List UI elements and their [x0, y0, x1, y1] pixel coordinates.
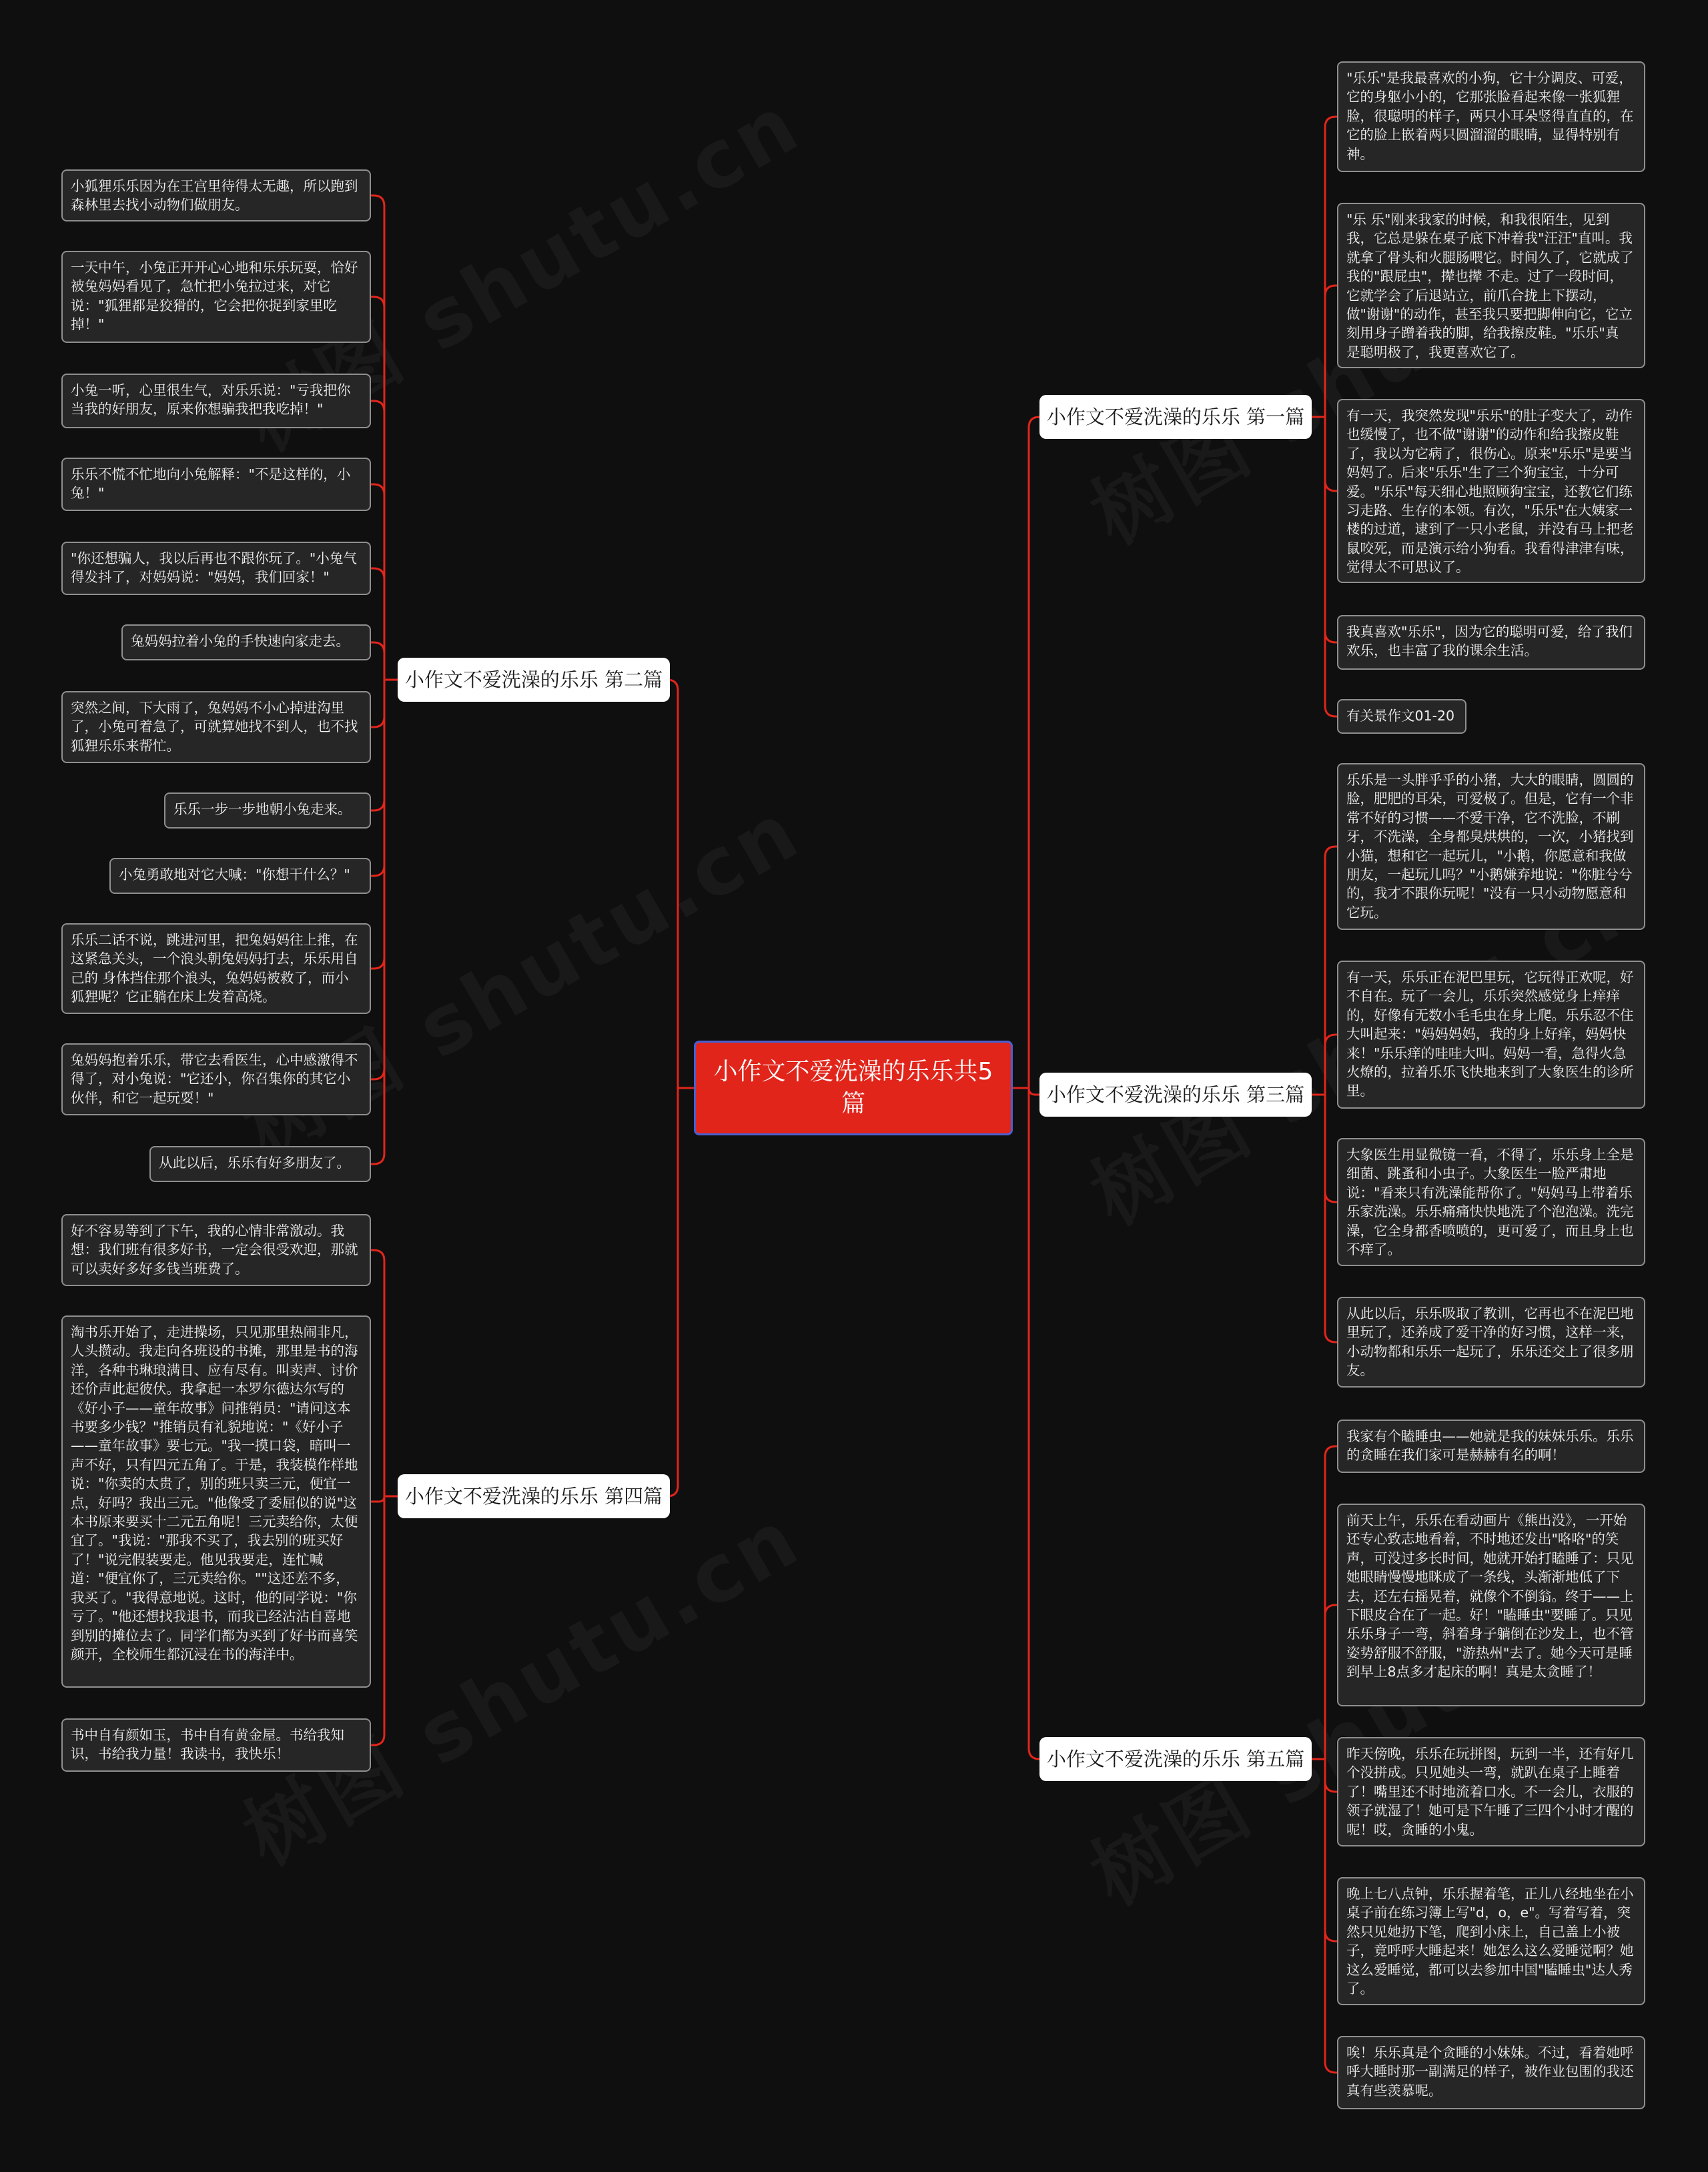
branch-topic-2[interactable]: 小作文不爱洗澡的乐乐 第二篇 — [398, 658, 670, 702]
branch-leaf-connector — [1312, 1759, 1337, 2073]
leaf-note[interactable]: 乐乐不慌不忙地向小兔解释："不是这样的，小兔！" — [61, 458, 371, 511]
leaf-note[interactable]: 昨天傍晚，乐乐在玩拼图，玩到一半，还有好几个没拼成。只见她头一弯，就趴在桌子上睡着了！嘴里还不时地流着口水。不一会儿，衣服的领子就湿了！她可是下午睡了三四个小时才醒的呢！哎，贪睡的小鬼。 — [1337, 1737, 1645, 1846]
branch-topic-3[interactable]: 小作文不爱洗澡的乐乐 第三篇 — [1039, 1073, 1312, 1117]
root-branch-connector — [1013, 417, 1039, 1088]
leaf-note[interactable]: 前天上午，乐乐在看动画片《熊出没》，一开始还专心致志地看着，不时地还发出"咯咯"的笑声，可没过多长时间，她就开始打瞌睡了：只见她眼睛慢慢地眯成了一条线，头渐渐地低了下去，还左右摇晃着，就像个不倒翁。终于——上下眼皮合在了一起。好！"瞌睡虫"要睡了。只见乐乐身子一弯，斜着身子躺倒在沙发上，也不管姿势舒服不舒服，"游热州"去了。她今天可是睡到早上8点多才起床的啊！真是太贪睡了！ — [1337, 1504, 1645, 1706]
leaf-note[interactable]: 乐乐一步一步地朝小兔走来。 — [164, 792, 371, 829]
branch-leaf-connector — [1312, 1095, 1337, 1342]
leaf-note[interactable]: 乐乐二话不说，跳进河里，把兔妈妈往上推，在这紧急关头，一个浪头朝兔妈妈打去，乐乐用自己的 身体挡住那个浪头，兔妈妈被救了，而小狐狸呢？它正躺在床上发着高烧。 — [61, 923, 371, 1014]
branch-leaf-connector — [371, 1250, 398, 1496]
leaf-note[interactable]: 淘书乐开始了，走进操场，只见那里热闹非凡，人头攒动。我走向各班设的书摊，那里是书的海洋，各种书琳琅满目、应有尽有。叫卖声、讨价还价声此起彼伏。我拿起一本罗尔德达尔写的《好小子——童年故事》问推销员："请问这本书要多少钱？"推销员有礼貌地说："《好小子——童年故事》要七元。"我一摸口袋，暗叫一声不好，只有四元五角了。于是，我装模作样地说："你卖的太贵了，别的班只卖三元，便宜一点，好吗？我出三元。"他像受了委屈似的说"这本书原来要买十二元五角呢！三元卖给你，太便宜了。"我说："那我不买了，我去别的班买好了！"说完假装要走。他见我要走，连忙喊道："便宜你了，三元卖给你。""这还差不多，我买了。"我得意地说。这时，他的同学说："你亏了。"他还想找我退书，而我已经沾沾自喜地到别的摊位去了。同学们都为买到了好书而喜笑颜开，全校师生都沉浸在书的海洋中。 — [61, 1315, 371, 1688]
leaf-note[interactable]: 从此以后，乐乐有好多朋友了。 — [149, 1146, 371, 1182]
leaf-note[interactable]: 好不容易等到了下午，我的心情非常激动。我想：我们班有很多好书，一定会很受欢迎，那就可以卖好多好多钱当班费了。 — [61, 1214, 371, 1286]
leaf-note[interactable]: 我真喜欢"乐乐"，因为它的聪明可爱，给了我们欢乐，也丰富了我的课余生活。 — [1337, 615, 1645, 670]
leaf-note[interactable]: 小狐狸乐乐因为在王宫里待得太无趣，所以跑到森林里去找小动物们做朋友。 — [61, 169, 371, 221]
leaf-note[interactable]: 小兔一听，心里很生气，对乐乐说："亏我把你当我的好朋友，原来你想骗我把我吃掉！" — [61, 374, 371, 428]
branch-topic-5[interactable]: 小作文不爱洗澡的乐乐 第五篇 — [1039, 1737, 1312, 1781]
branch-leaf-connector — [1312, 286, 1337, 417]
leaf-note[interactable]: 有关景作文01-20 — [1337, 699, 1466, 734]
leaf-note[interactable]: "乐乐"是我最喜欢的小狗，它十分调皮、可爱，它的身躯小小的，它那张脸看起来像一张狐狸脸，很聪明的样子，两只小耳朵竖得直直的，在它的脸上嵌着两只圆溜溜的眼睛，显得特别有神。 — [1337, 61, 1645, 172]
branch-leaf-connector — [1312, 1605, 1337, 1759]
leaf-note[interactable]: "乐 乐"刚来我家的时候，和我很陌生，见到我，它总是躲在桌子底下冲着我"汪汪"直叫。我就拿了骨头和火腿肠喂它。时间久了，它就成了我的"跟屁虫"，撵也撵 不走。过了一段时间，它就学会了后退站立，前爪合拢上下摆动，做"谢谢"的动作，甚至我只要把脚伸向它，它立刻用身子蹭着我的脚，给我擦皮鞋。"乐乐"真 是聪明极了，我更喜欢它了。 — [1337, 203, 1645, 368]
leaf-note[interactable]: 我家有个瞌睡虫——她就是我的妹妹乐乐。乐乐的贪睡在我们家可是赫赫有名的啊！ — [1337, 1420, 1645, 1473]
branch-leaf-connector — [371, 1496, 398, 1745]
branch-leaf-connector — [1312, 417, 1337, 716]
branch-topic-4[interactable]: 小作文不爱洗澡的乐乐 第四篇 — [398, 1474, 670, 1518]
branch-leaf-connector — [371, 680, 398, 1164]
leaf-note[interactable]: 大象医生用显微镜一看，不得了，乐乐身上全是细菌、跳蚤和小虫子。大象医生一脸严肃地说："看来只有洗澡能帮你了。"妈妈马上带着乐乐家洗澡。乐乐痛痛快快地洗了个泡泡澡。洗完澡，它全身都香喷喷的，更可爱了，而且身上也不痒了。 — [1337, 1138, 1645, 1266]
leaf-note[interactable]: 兔妈妈抱着乐乐，带它去看医生，心中感激得不得了，对小兔说："它还小，你召集你的其它小伙伴，和它一起玩耍！" — [61, 1043, 371, 1115]
branch-leaf-connector — [1312, 1035, 1337, 1095]
root-branch-connector — [1013, 1088, 1039, 1759]
leaf-note[interactable]: 一天中午，小兔正开开心心地和乐乐玩耍，恰好被兔妈妈看见了，急忙把小兔拉过来，对它说："狐狸都是狡猾的，它会把你捉到家里吃掉！" — [61, 251, 371, 343]
leaf-note[interactable]: 书中自有颜如玉，书中自有黄金屋。书给我知识，书给我力量！我读书，我快乐！ — [61, 1718, 371, 1772]
leaf-note[interactable]: 唉！乐乐真是个贪睡的小妹妹。不过，看着她呼呼大睡时那一副满足的样子，被作业包围的我还真有些羡慕呢。 — [1337, 2036, 1645, 2109]
leaf-note[interactable]: 突然之间，下大雨了，兔妈妈不小心掉进沟里了，小兔可着急了，可就算她找不到人，也不找狐狸乐乐来帮忙。 — [61, 691, 371, 763]
branch-topic-1[interactable]: 小作文不爱洗澡的乐乐 第一篇 — [1039, 395, 1312, 439]
root-branch-connector — [667, 680, 694, 1088]
leaf-note[interactable]: 有一天，乐乐正在泥巴里玩，它玩得正欢呢，好不自在。玩了一会儿，乐乐突然感觉身上痒痒的，好像有无数小毛毛虫在身上爬。乐乐忍不住大叫起来："妈妈妈妈，我的身上好痒，妈妈快来！"乐乐痒的哇哇大叫。妈妈一看，急得火急火燎的，拉着乐乐飞快地来到了大象医生的诊所里。 — [1337, 961, 1645, 1109]
leaf-note[interactable]: 乐乐是一头胖乎乎的小猪，大大的眼睛，圆圆的脸，肥肥的耳朵，可爱极了。但是，它有一个非常不好的习惯——不爱干净，它不洗脸，不刷牙，不洗澡，全身都臭烘烘的，一次，小猪找到小猫，想和它一起玩儿，"小鹅，你愿意和我做朋友，一起玩儿吗？"小鹅嫌弃地说："你脏兮兮的，我才不跟你玩呢！"没有一只小动物愿意和它玩。 — [1337, 763, 1645, 930]
leaf-note[interactable]: 晚上七八点钟，乐乐握着笔，正儿八经地坐在小桌子前在练习簿上写"d，o，e"。写着写着，突然只见她扔下笔，爬到小床上，自己盖上小被子，竟呼呼大睡起来！她怎么这么爱睡觉啊？她这么爱睡觉，都可以去参加中国"瞌睡虫"达人秀了。 — [1337, 1877, 1645, 2005]
leaf-note[interactable]: 兔妈妈拉着小兔的手快速向家走去。 — [121, 624, 371, 660]
branch-leaf-connector — [371, 642, 398, 680]
leaf-note[interactable]: 小兔勇敢地对它大喊："你想干什么？" — [109, 858, 371, 894]
root-topic[interactable]: 小作文不爱洗澡的乐乐共5篇 — [694, 1041, 1013, 1135]
leaf-note[interactable]: "你还想骗人，我以后再也不跟你玩了。"小兔气得发抖了，对妈妈说："妈妈，我们回家！" — [61, 542, 371, 595]
root-branch-connector — [667, 1088, 694, 1496]
leaf-note[interactable]: 有一天，我突然发现"乐乐"的肚子变大了，动作也缓慢了，也不做"谢谢"的动作和给我擦皮鞋了，我以为它病了，很伤心。原来"乐乐"是要当妈妈了。后来"乐乐"生了三个狗宝宝，十分可爱。"乐乐"每天细心地照顾狗宝宝，还教它们练习走路、生存的本领。有次，"乐乐"在大姨家一楼的过道，逮到了一只小老鼠，并没有马上把老鼠咬死，而是演示给小狗看。我看得津津有味，觉得太不可思议了。 — [1337, 399, 1645, 583]
leaf-note[interactable]: 从此以后，乐乐吸取了教训，它再也不在泥巴地里玩了，还养成了爱干净的好习惯，这样一来，小动物都和乐乐一起玩了，乐乐还交上了很多朋友。 — [1337, 1297, 1645, 1388]
